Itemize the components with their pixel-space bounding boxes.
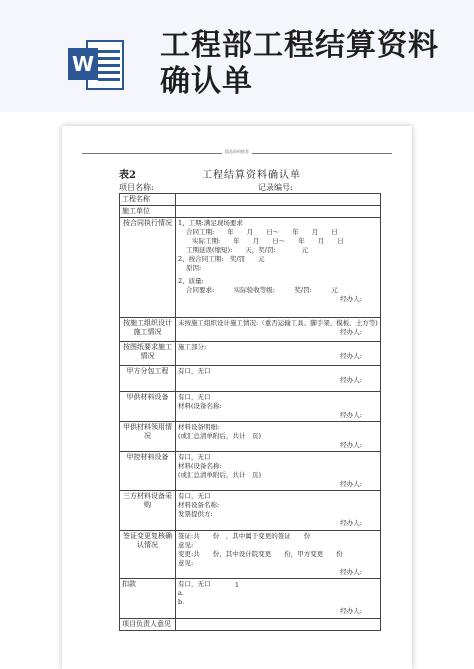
handler-sign: 经办人: [340, 376, 362, 384]
content-line: (或汇总清单附后，共计 页) [178, 432, 262, 440]
handler-sign: 经办人: [340, 295, 362, 303]
table-row [120, 452, 381, 491]
content-line: 材料(设备名称: [178, 402, 222, 410]
content-line: 2、按合同工期: 奖/罚 元 [178, 255, 265, 263]
content-line: 合同工期: 年 月 日～ 年 月 日 [186, 228, 338, 236]
table-row [120, 422, 381, 452]
table-row [120, 366, 381, 392]
content-line: 材料设备明细: [178, 423, 220, 431]
table-row [120, 392, 381, 422]
header-text [62, 149, 412, 155]
row-content [176, 392, 381, 422]
content-line: 合同要求: 实际验收等级: 奖/罚: 元 [186, 286, 338, 294]
content-line: 有口，无口 [178, 580, 211, 588]
row-content [176, 531, 381, 579]
row-label: 工程名称 [120, 194, 176, 206]
content-line: 意见: [178, 541, 194, 549]
content-line: 有口，无口 [178, 453, 211, 461]
content-line: 发票提供方: [178, 510, 213, 518]
row-label: 三方材料设备采购 [120, 491, 176, 531]
page-number: 1 [235, 582, 239, 589]
row-label: 施工单位 [120, 206, 176, 218]
content-line: 有口，无口 [178, 367, 211, 375]
row-label: 甲控材料设备 [120, 452, 176, 491]
confirmation-table [119, 193, 381, 631]
content-line: 原因: [186, 264, 202, 272]
content-line: 未按施工组织设计施工情况:（重否运输工具、脚手架、模板、土方等) [178, 319, 378, 327]
content-line: 变更:共 份，其中设计院变更 份，甲方变更 份 [178, 550, 343, 558]
table-row [120, 206, 381, 218]
row-label: 甲供材料设备 [120, 392, 176, 422]
document-page [62, 126, 412, 669]
content-line: b. [178, 598, 185, 606]
row-label: 按图纸要求施工情况 [120, 342, 176, 366]
row-label: 按施工组织设计施工情况 [120, 318, 176, 342]
handler-sign: 经办人: [340, 607, 362, 615]
table-row [120, 342, 381, 366]
row-content [176, 194, 381, 206]
row-label: 甲方分包工程 [120, 366, 176, 392]
content-line: 1、工期:满足现场要求 [178, 219, 243, 227]
record-no-label: 记录编号: [258, 183, 293, 192]
content-line: 签证:共 份 ，其中属于变更的签证 份 [178, 532, 311, 540]
handler-sign: 经办人: [340, 328, 362, 336]
handler-sign: 经办人: [340, 480, 362, 488]
content-line: 施工部分: [178, 343, 207, 351]
word-logo-badge: W [68, 48, 98, 80]
row-content [176, 218, 381, 318]
row-content [176, 342, 381, 366]
row-content [176, 452, 381, 491]
handler-sign: 经办人: [340, 352, 362, 360]
header-text-label: 精品资料推荐 [222, 149, 252, 154]
handler-sign: 经办人: [340, 519, 362, 527]
content-line: (或汇总清单附后，共计 页) [178, 471, 262, 479]
row-content [176, 366, 381, 392]
content-line: 材料设备名称: [178, 501, 220, 509]
page-title: 工程部工程结算资料确认单 [160, 28, 439, 99]
row-content [176, 619, 381, 631]
table-row [120, 318, 381, 342]
row-content [176, 422, 381, 452]
handler-sign: 经办人: [340, 441, 362, 449]
row-label: 甲供材料领用情况 [120, 422, 176, 452]
table-row [120, 531, 381, 579]
row-label: 项目负责人意见 [120, 619, 176, 631]
content-line: 材料(设备名称: [178, 462, 222, 470]
row-content [176, 206, 381, 218]
content-line: 有口，无口 [178, 492, 211, 500]
content-line: a. [178, 589, 184, 597]
row-content [176, 318, 381, 342]
content-line: 意见: [178, 559, 194, 567]
banner [0, 0, 474, 112]
handler-sign: 经办人: [340, 411, 362, 419]
row-content [176, 491, 381, 531]
table-row [120, 218, 381, 318]
table-number: 表2 [119, 170, 136, 181]
content-line: 工期延误(缩短): 天，奖/罚: 元 [186, 246, 309, 254]
table-row [120, 619, 381, 631]
row-label: 扣款 [120, 579, 176, 619]
table-row [120, 491, 381, 531]
handler-sign: 经办人: [340, 568, 362, 576]
word-document-icon [68, 38, 126, 92]
table-row [120, 194, 381, 206]
document-title: 工程结算资料确认单 [202, 170, 301, 181]
content-line: 2、质量: [178, 277, 204, 285]
content-line: 实际工期: 年 月 日～ 年 月 日 [192, 237, 344, 245]
project-name-label: 项目名称: [119, 183, 154, 192]
content-line: 有口，无口 [178, 393, 211, 401]
row-label: 按合同执行情况 [120, 218, 176, 318]
row-label: 签证变更复核确认情况 [120, 531, 176, 579]
